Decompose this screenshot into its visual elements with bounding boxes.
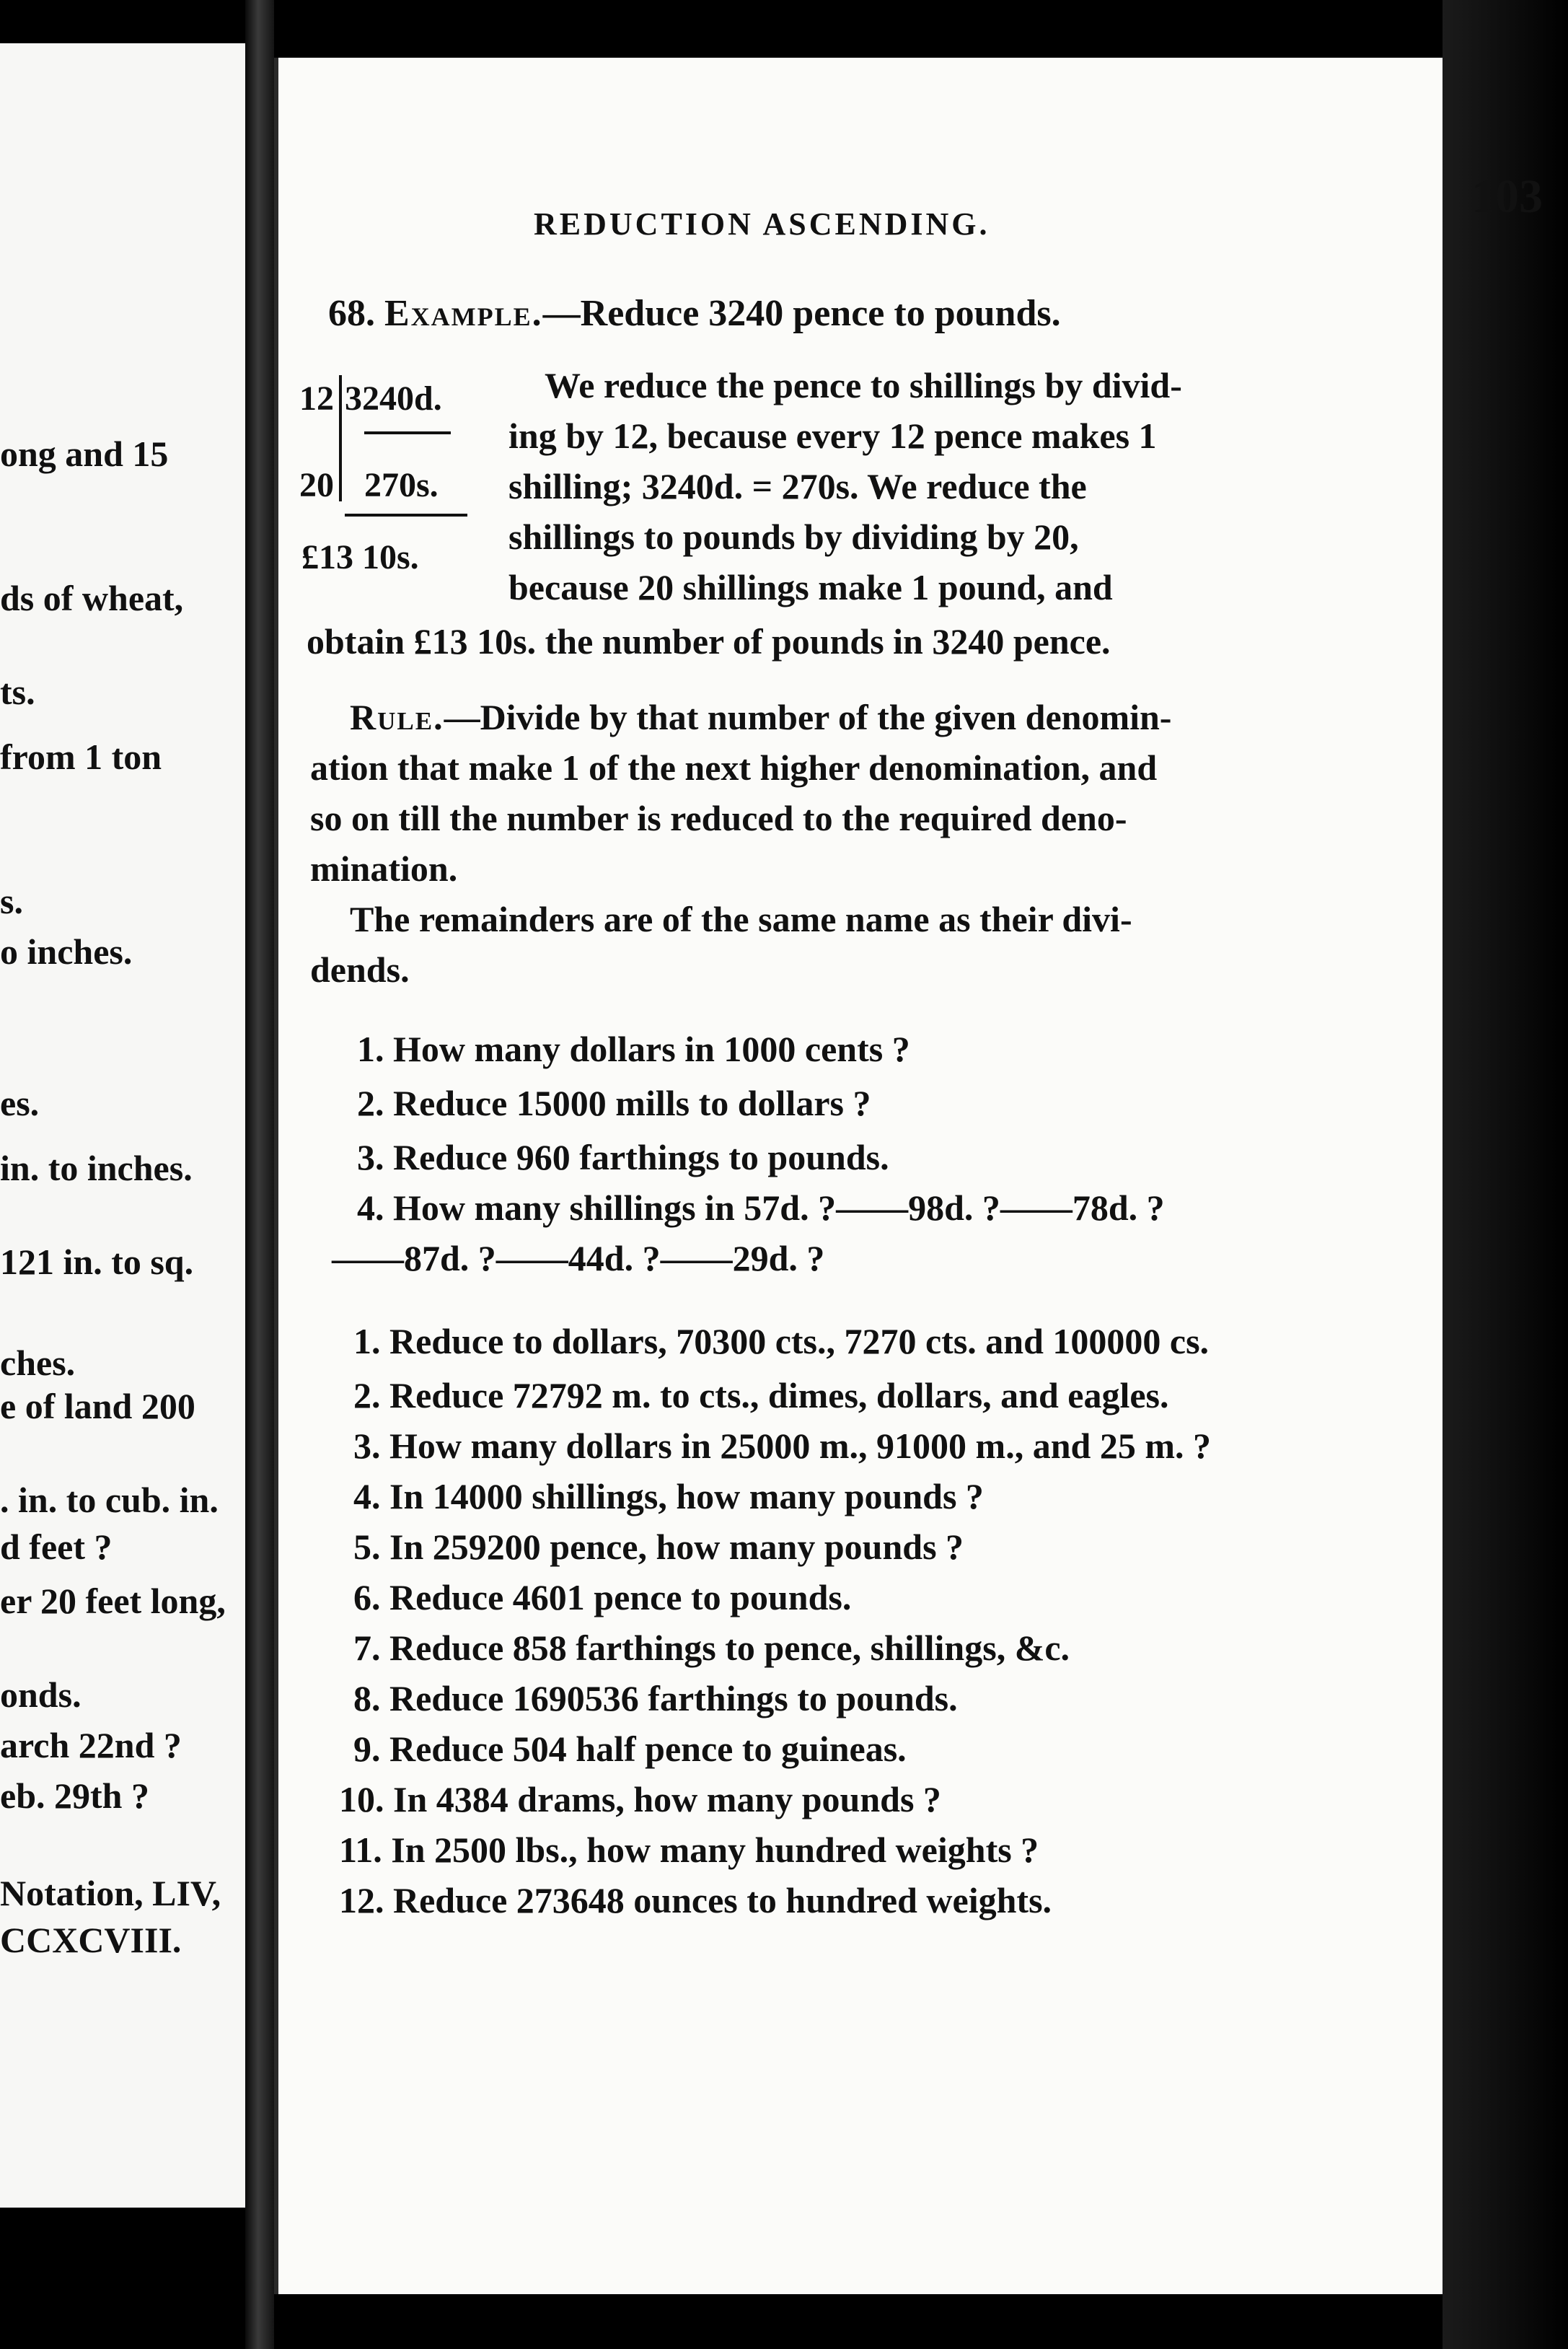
left-fragment: from 1 ton	[0, 737, 162, 777]
left-fragment: onds.	[0, 1674, 82, 1715]
exercise-number: 2.	[357, 1083, 384, 1123]
left-fragment: ches.	[0, 1343, 76, 1383]
exercise-item	[353, 1320, 1209, 1362]
explanation-conclusion: obtain £13 10s. the number of pounds in 3240 pence.	[307, 621, 1111, 662]
left-fragment: Notation, LIV,	[0, 1873, 221, 1913]
left-fragment: s.	[0, 881, 23, 921]
exercise-number: 4.	[353, 1476, 381, 1516]
left-fragment: es.	[0, 1083, 40, 1123]
exercise-item	[353, 1374, 1169, 1416]
exercise-number: 12.	[339, 1880, 384, 1920]
exercise-number: 3.	[353, 1426, 381, 1466]
dividend: 3240d.	[345, 379, 442, 418]
exercise-text: How many dollars in 1000 cents ?	[393, 1029, 910, 1069]
exercise-number: 11.	[339, 1830, 382, 1870]
exercise-text: Reduce 504 half pence to guineas.	[389, 1729, 907, 1769]
exercise-item	[353, 1425, 1211, 1467]
exercise-text: How many dollars in 25000 m., 91000 m., and 25 m. ?	[389, 1426, 1211, 1466]
exercise-item	[357, 1028, 910, 1070]
exercise-item	[353, 1475, 984, 1517]
left-fragment: ts.	[0, 672, 35, 712]
exercise-text: In 14000 shillings, how many pounds ?	[389, 1476, 984, 1516]
exercise-text: Reduce 858 farthings to pence, shillings, &c.	[389, 1628, 1070, 1668]
left-fragment: ong and 15	[0, 434, 169, 474]
left-fragment: eb. 29th ?	[0, 1775, 149, 1816]
left-fragment: e of land 200	[0, 1386, 195, 1426]
exercise-text: Reduce to dollars, 70300 cts., 7270 cts. and 100000 cs.	[389, 1321, 1210, 1361]
explanation-line: We reduce the pence to shillings by divid-	[545, 365, 1182, 405]
division-line-2	[345, 514, 467, 517]
division-line	[364, 431, 451, 434]
left-fragment: arch 22nd ?	[0, 1725, 182, 1765]
exercise-number: 6.	[353, 1577, 381, 1617]
running-head: REDUCTION ASCENDING.	[534, 206, 990, 242]
exercise-continuation: ——87d. ?——44d. ?——29d. ?	[332, 1238, 825, 1278]
left-fragment: CCXCVIII.	[0, 1920, 182, 1960]
example-label: Example.	[384, 293, 543, 334]
book-gutter	[245, 0, 274, 2349]
divisor-20: 20	[299, 466, 334, 504]
exercise-item	[353, 1526, 964, 1568]
explanation-line: shilling; 3240d. = 270s. We reduce the	[508, 466, 1087, 506]
division-bracket	[339, 375, 342, 501]
rule-label: Rule.	[350, 697, 444, 737]
exercise-number: 1.	[357, 1029, 384, 1069]
example-title: —Reduce 3240 pence to pounds.	[542, 293, 1061, 334]
rule-line: mination.	[310, 848, 458, 889]
example-heading	[328, 292, 1061, 335]
exercise-item	[353, 1677, 958, 1719]
exercise-number: 7.	[353, 1628, 381, 1668]
left-fragment: in. to inches.	[0, 1148, 193, 1188]
explanation-line: shillings to pounds by dividing by 20,	[508, 517, 1079, 557]
exercise-number: 3.	[357, 1137, 384, 1177]
exercise-text: Reduce 72792 m. to cts., dimes, dollars, and eagles.	[389, 1375, 1169, 1415]
exercise-text: Reduce 960 farthings to pounds.	[393, 1137, 889, 1177]
left-facing-page	[0, 43, 248, 2208]
page-edge-shadow	[1443, 0, 1568, 2349]
exercise-text: In 259200 pence, how many pounds ?	[389, 1527, 964, 1567]
rule-text: —Divide by that number of the given denomin-	[444, 697, 1172, 737]
exercise-item	[339, 1778, 941, 1820]
left-fragment: d feet ?	[0, 1527, 113, 1567]
exercise-item	[353, 1576, 851, 1618]
exercise-text: In 4384 drams, how many pounds ?	[393, 1779, 941, 1819]
exercise-item	[353, 1728, 907, 1770]
remainders-line: The remainders are of the same name as their divi-	[350, 899, 1132, 939]
exercise-item	[357, 1136, 889, 1178]
rule-line: so on till the number is reduced to the required deno-	[310, 798, 1127, 838]
exercise-number: 4.	[357, 1187, 384, 1228]
exercise-number: 5.	[353, 1527, 381, 1567]
exercise-text: Reduce 15000 mills to dollars ?	[393, 1083, 871, 1123]
result-pounds: £13 10s.	[301, 538, 419, 576]
exercise-number: 1.	[353, 1321, 381, 1361]
exercise-text: How many shillings in 57d. ?——98d. ?——78d. ?	[393, 1187, 1165, 1228]
left-fragment: . in. to cub. in.	[0, 1480, 219, 1520]
exercise-number: 9.	[353, 1729, 381, 1769]
exercise-text: Reduce 273648 ounces to hundred weights.	[393, 1880, 1052, 1920]
exercise-item	[357, 1082, 871, 1124]
left-fragment: er 20 feet long,	[0, 1581, 226, 1621]
explanation-line: because 20 shillings make 1 pound, and	[508, 567, 1113, 607]
page-number: 103	[1471, 170, 1543, 223]
exercise-number: 8.	[353, 1678, 381, 1718]
divisor-12: 12	[299, 379, 334, 418]
quotient-shillings: 270s.	[364, 466, 439, 504]
left-fragment: ds of wheat,	[0, 578, 184, 618]
rule-line: ation that make 1 of the next higher denomination, and	[310, 747, 1158, 788]
exercise-number: 10.	[339, 1779, 384, 1819]
left-fragment: o inches.	[0, 931, 133, 972]
exercise-item	[339, 1879, 1052, 1921]
exercise-item	[339, 1829, 1039, 1871]
left-fragment: 121 in. to sq.	[0, 1242, 194, 1282]
exercise-text: In 2500 lbs., how many hundred weights ?	[391, 1830, 1039, 1870]
remainders-line: dends.	[310, 949, 410, 990]
exercise-number: 2.	[353, 1375, 381, 1415]
exercise-text: Reduce 4601 pence to pounds.	[389, 1577, 852, 1617]
exercise-text: Reduce 1690536 farthings to pounds.	[389, 1678, 958, 1718]
example-number: 68.	[328, 293, 375, 334]
exercise-item	[357, 1187, 1165, 1229]
rule-line	[350, 696, 1171, 738]
explanation-line: ing by 12, because every 12 pence makes 1	[508, 416, 1157, 456]
exercise-item	[353, 1627, 1070, 1669]
